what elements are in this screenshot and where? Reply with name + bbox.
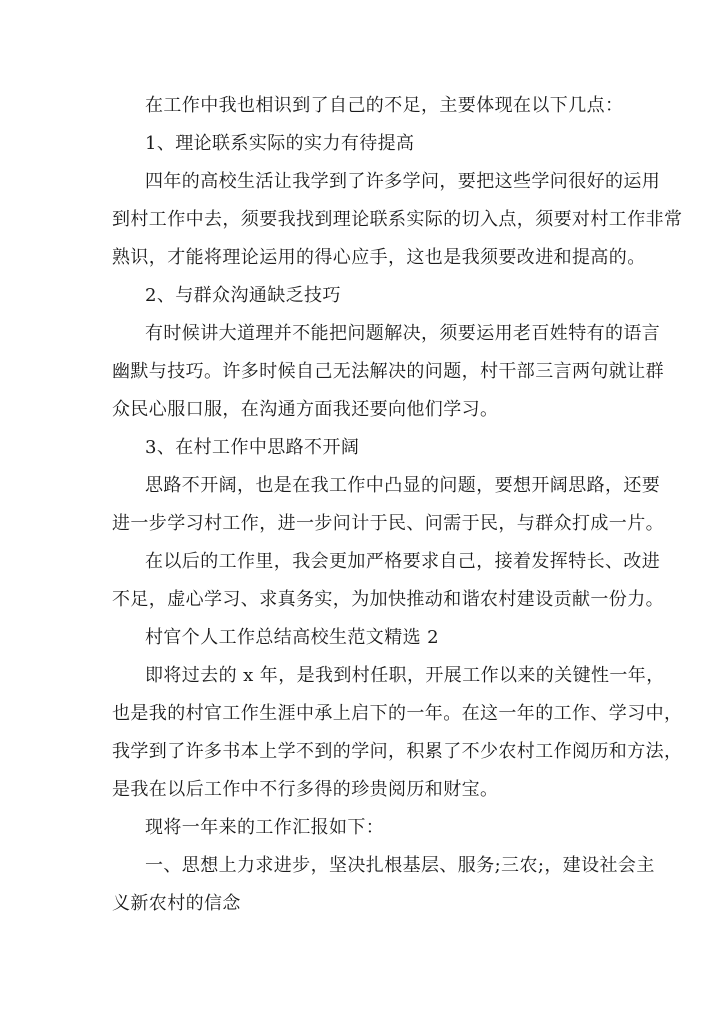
- paragraph-line: 有时候讲大道理并不能把问题解决，须要运用老百姓特有的语言: [145, 323, 661, 344]
- paragraph-line: 现将一年来的工作汇报如下：: [145, 817, 385, 838]
- article-title: 村官个人工作总结高校生范文精选 2: [145, 627, 439, 648]
- paragraph-line: 是我在以后工作中不行多得的珍贵阅历和财宝。: [112, 779, 499, 800]
- paragraph-line: 不足，虚心学习、求真务实，为加快推动和谐农村建设贡献一份力。: [112, 589, 664, 610]
- section-heading: 2、与群众沟通缺乏技巧: [145, 285, 341, 306]
- section-heading: 3、在村工作中思路不开阔: [145, 437, 360, 458]
- paragraph-line: 四年的高校生活让我学到了许多学问，要把这些学问很好的运用: [145, 171, 661, 192]
- paragraph-line: 在以后的工作里，我会更加严格要求自己，接着发挥特长、改进: [145, 551, 661, 572]
- paragraph-line: 到村工作中去，须要我找到理论联系实际的切入点，须要对村工作非常: [112, 209, 683, 230]
- section-heading: 一、思想上力求进步，坚决扎根基层、服务;三农;，建设社会主: [145, 855, 655, 876]
- paragraph-line: 在工作中我也相识到了自己的不足，主要体现在以下几点：: [145, 95, 624, 116]
- section-heading: 1、理论联系实际的实力有待提高: [145, 133, 415, 154]
- paragraph-line: 众民心服口服，在沟通方面我还要向他们学习。: [112, 399, 499, 420]
- paragraph-line: 即将过去的 x 年，是我到村任职，开展工作以来的关键性一年，: [145, 665, 665, 686]
- paragraph-line: 我学到了许多书本上学不到的学问，积累了不少农村工作阅历和方法，: [112, 741, 683, 762]
- paragraph-line: 义新农村的信念: [112, 893, 241, 914]
- paragraph-line: 进一步学习村工作，进一步问计于民、问需于民，与群众打成一片。: [112, 513, 664, 534]
- paragraph-line: 熟识，才能将理论运用的得心应手，这也是我须要改进和提高的。: [112, 247, 646, 268]
- paragraph-line: 也是我的村官工作生涯中承上启下的一年。在这一年的工作、学习中，: [112, 703, 683, 724]
- paragraph-line: 幽默与技巧。许多时候自己无法解决的问题，村干部三言两句就让群: [112, 361, 664, 382]
- paragraph-line: 思路不开阔，也是在我工作中凸显的问题，要想开阔思路，还要: [145, 475, 661, 496]
